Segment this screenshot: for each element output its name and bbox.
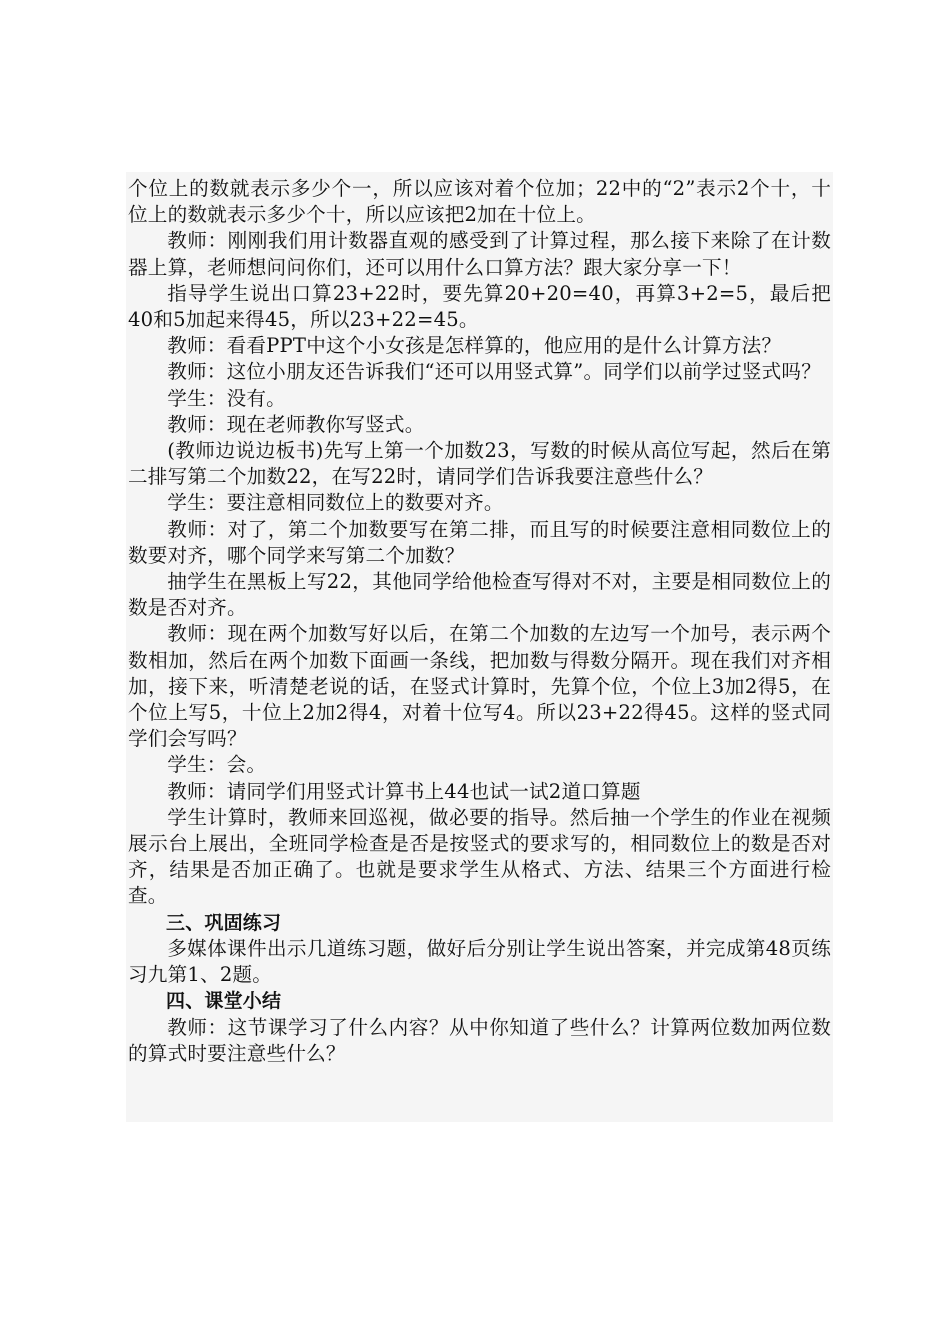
- section-heading-summary: 四、课堂小结: [166, 990, 282, 1013]
- paragraph: 教师：这位小朋友还告诉我们“还可以用竖式算”。同学们以前学过竖式吗？: [167, 360, 822, 384]
- paragraph: 教师：对了，第二个加数要写在第二排，而且写的时候要注意相同数位上的数要对齐，哪个同学来写第二个加数？: [128, 517, 831, 567]
- paragraph: 抽学生在黑板上写22，其他同学给他检查写得对不对，主要是相同数位上的数是否对齐。: [128, 570, 831, 620]
- paragraph: 教师：请同学们用竖式计算书上44也试一试2道口算题: [167, 779, 641, 803]
- paragraph: 教师：看看PPT中这个小女孩是怎样算的，他应用的是什么计算方法？: [167, 334, 782, 358]
- paragraph: 教师：现在老师教你写竖式。: [167, 412, 425, 436]
- paragraph: (教师边说边板书)先写上第一个加数23，写数的时候从高位写起，然后在第二排写第二个加数22，在写22时，请同学们告诉我要注意些什么？: [128, 439, 831, 489]
- paragraph: 学生：没有。: [167, 386, 286, 410]
- paragraph: 教师：刚刚我们用计数器直观的感受到了计算过程，那么接下来除了在计数器上算，老师想问问你们，还可以用什么口算方法？跟大家分享一下！: [128, 229, 831, 279]
- section-heading-practice: 三、巩固练习: [166, 911, 282, 934]
- paragraph: 学生：要注意相同数位上的数要对齐。: [167, 491, 504, 515]
- paragraph: 个位上的数就表示多少个一，所以应该对着个位加；22中的“2”表示2个十，十位上的数就表示多少个十，所以应该把2加在十位上。: [128, 177, 831, 227]
- document-page: [126, 172, 833, 1122]
- paragraph: 指导学生说出口算23+22时，要先算20+20=40，再算3+2=5，最后把40和5加起来得45，所以23+22=45。: [128, 281, 831, 332]
- paragraph: 学生：会。: [167, 753, 267, 777]
- paragraph: 学生计算时，教师来回巡视，做必要的指导。然后抽一个学生的作业在视频展示台上展出，全班同学检查是否是按竖式的要求写的，相同数位上的数是否对齐，结果是否加正确了。也就是要求学生从格式、方法、结果三个方面进行检查。: [128, 805, 831, 908]
- document-body: [126, 172, 833, 1067]
- paragraph: 多媒体课件出示几道练习题，做好后分别让学生说出答案，并完成第48页练习九第1、2题。: [128, 936, 831, 987]
- paragraph: 教师：现在两个加数写好以后，在第二个加数的左边写一个加号，表示两个数相加，然后在两个加数下面画一条线，把加数与得数分隔开。现在我们对齐相加，接下来，听清楚老说的话，在竖式计算时，先算个位，个位上3加2得5，在个位上写5，十位上2加2得4，对着十位写4。所以23+22得45。这样的竖式同学们会写吗？: [128, 622, 831, 751]
- paragraph: 教师：这节课学习了什么内容？从中你知道了些什么？计算两位数加两位数的算式时要注意些什么？: [128, 1015, 831, 1065]
